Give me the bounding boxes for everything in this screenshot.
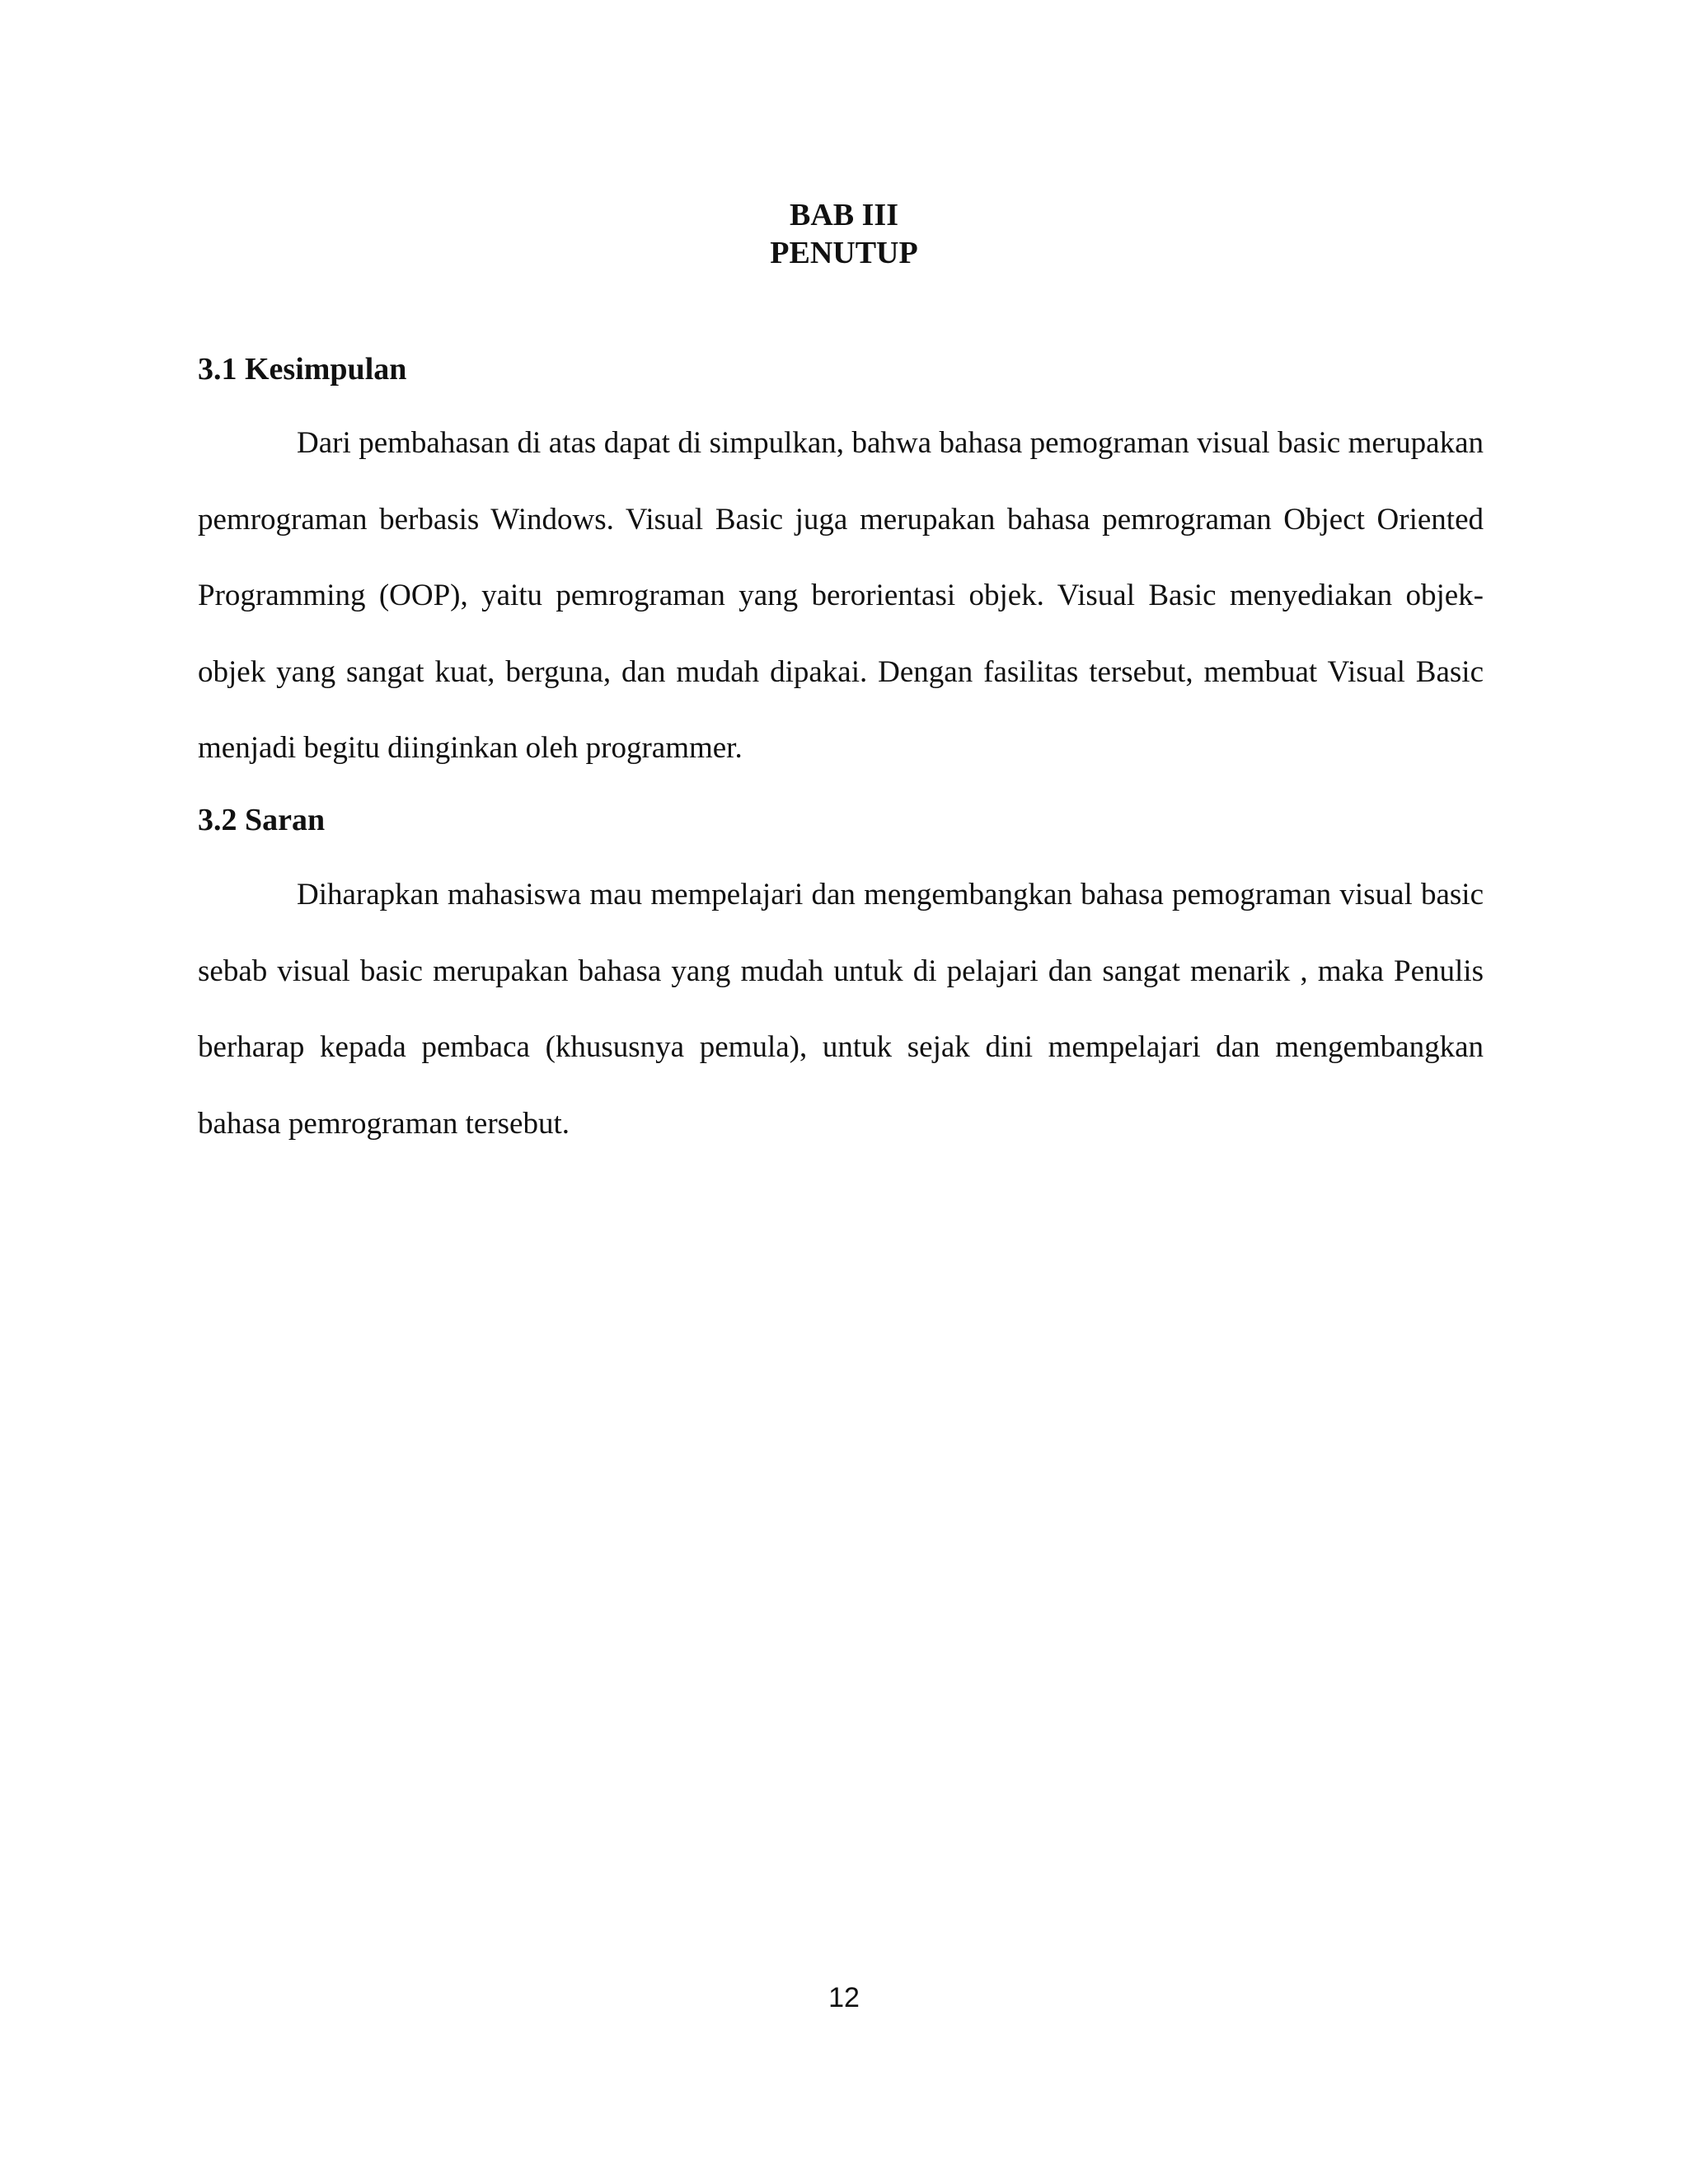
page-number: 12 <box>828 1982 860 2013</box>
section-heading-saran: 3.2 Saran <box>198 803 326 837</box>
chapter-title: PENUTUP <box>770 236 918 270</box>
chapter-heading <box>0 196 1688 272</box>
chapter-label: BAB III <box>790 198 898 232</box>
section-heading-kesimpulan: 3.1 Kesimpulan <box>198 352 407 387</box>
paragraph-saran: Diharapkan mahasiswa mau mempelajari dan mengembangkan bahasa pemograman visual basic sebab visual basic merupakan bahasa yang mudah untuk di pelajari dan sangat menarik , maka Penulis berharap kepada pembaca (khususnya pemula), untuk sejak dini mempelajari dan mengembangkan bahasa pemrograman tersebut. <box>198 878 1484 1141</box>
paragraph-kesimpulan: Dari pembahasan di atas dapat di simpulkan, bahwa bahasa pemograman visual basic merupakan pemrograman berbasis Windows. Visual Basic juga merupakan bahasa pemrograman Object Oriented Programming (OOP), yaitu pemrograman yang berorientasi objek. Visual Basic menyediakan objek-objek yang sangat kuat, berguna, dan mudah dipakai. Dengan fasilitas tersebut, membuat Visual Basic menjadi begitu diinginkan oleh programmer. <box>198 426 1484 765</box>
